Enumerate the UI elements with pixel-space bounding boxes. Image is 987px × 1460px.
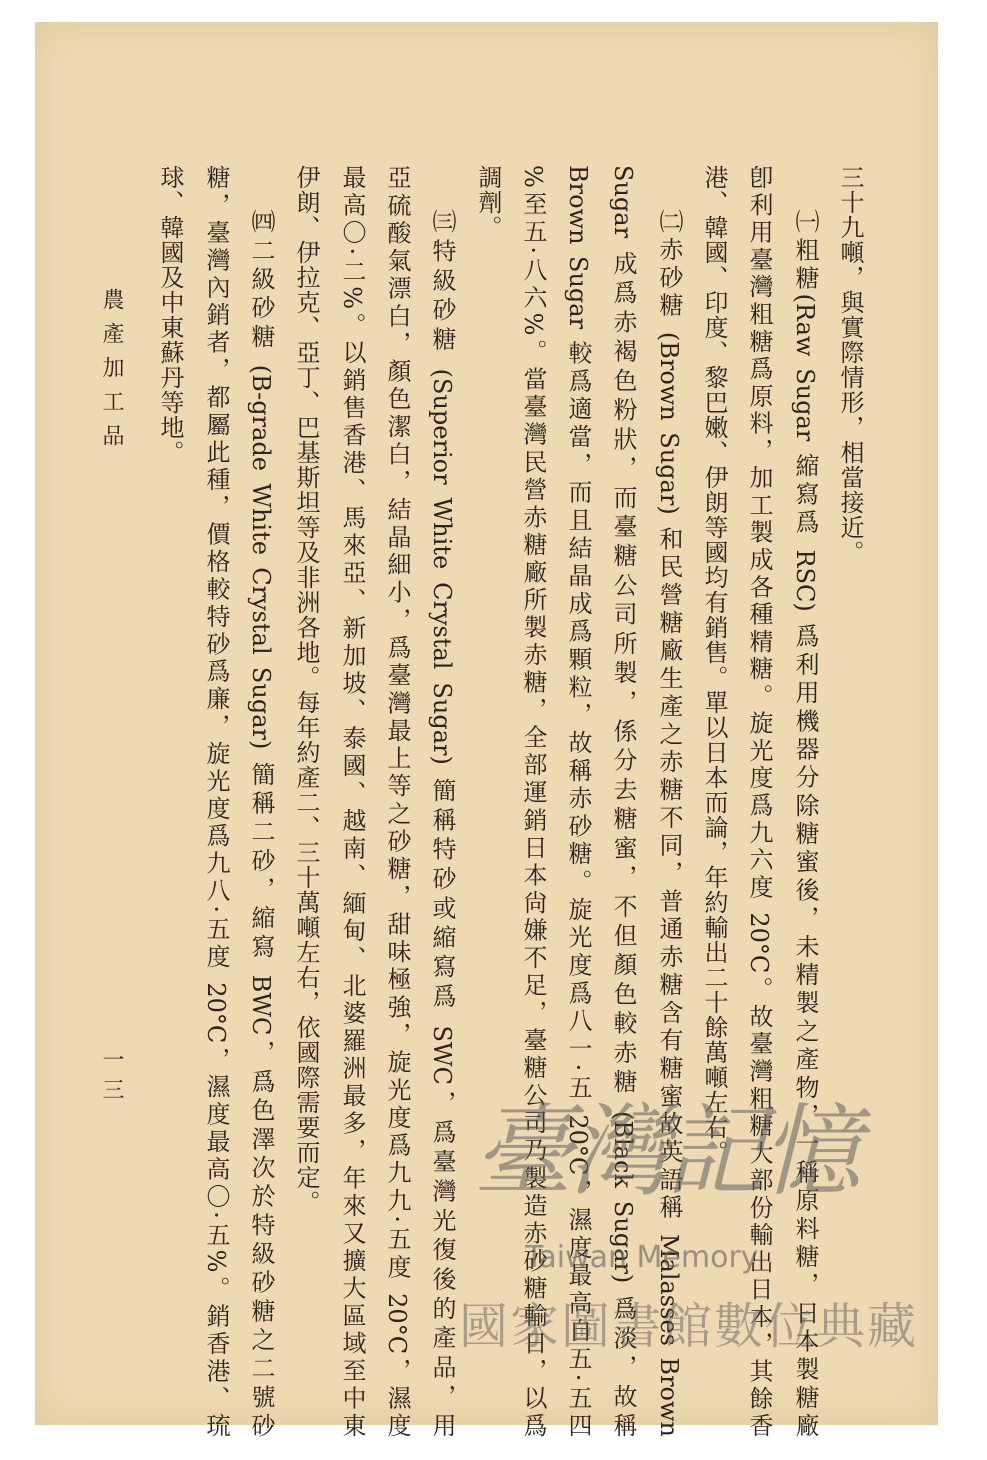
text-column: 最高〇·二%。以銷售香港、馬來亞、新加坡、泰國、越南、緬甸、北婆羅洲最多，年來又擴大區域至中東 <box>338 165 366 1437</box>
text-column: 三十九噸，與實際情形，相當接近。 <box>836 165 864 565</box>
text-column: ㈣二級砂糖 (B-grade White Crystal Sugar) 簡稱二砂，縮寫 BWC，爲色澤次於特級砂糖之二號砂 <box>247 209 275 1437</box>
watermark-institution-text: 國家圖書館數位典藏 <box>459 1298 919 1355</box>
running-header: 農產加工品 <box>99 288 124 458</box>
text-column: 球、韓國及中東蘇丹等地。 <box>156 165 184 465</box>
text-column: Brown Sugar 較爲適當，而且結晶成爲顆粒，故稱赤砂糖。旋光度爲八一·五 20°C，濕度最高自五·五四 <box>564 165 592 1437</box>
text-column: Sugar 成爲赤褐色粉狀，而臺糖公司所製，係分去糖蜜，不但顏色較赤糖 (Black Sugar) 爲淡，故稱 <box>609 165 637 1437</box>
text-column: %至五·八六%。當臺灣民營赤糖廠所製赤糖，全部運銷日本尙嫌不足，臺糖公司乃製造赤砂糖輸日，以爲 <box>519 165 547 1437</box>
text-column: 調劑。 <box>474 165 502 240</box>
text-column: ㈡赤砂糖 (Brown Sugar) 和民營糖廠生產之赤糖不同，普通赤糖含有糖蜜故英語稱 Malasses Brown <box>655 209 683 1437</box>
watermark-logo-text: 臺灣記憶 <box>473 1093 857 1210</box>
watermark-english-text: Taiwan Memory <box>525 1240 759 1275</box>
text-column: 糖，臺灣內銷者，都屬此種，價格較特砂爲廉，旋光度爲九八·五度 20°C，濕度最高〇·五%。銷香港、琉 <box>202 165 230 1437</box>
page-number: 一三 <box>99 1048 124 1108</box>
text-column: ㈢特級砂糖 (Superior White Crystal Sugar) 簡稱特砂或縮寫爲 SWC，爲臺灣光復後的產品，用 <box>428 209 456 1437</box>
text-column: 亞硫酸氣漂白，顏色潔白，結晶細小，爲臺灣最上等之砂糖，甜味極強，旋光度爲九九·五度 20°C，濕度 <box>383 165 411 1437</box>
text-column: 港、韓國、印度、黎巴嫩、伊朗等國均有銷售。單以日本而論，年約輸出二十餘萬噸左右。 <box>700 165 728 1165</box>
text-column: ㈠粗糖(Raw Sugar 縮寫爲 RSC) 爲利用機器分除糖蜜後，未精製之產物，一稱原料糖，日本製糖廠 <box>791 209 819 1437</box>
text-column: 伊朗、伊拉克、亞丁、巴基斯坦等及非洲各地。每年約產二、三十萬噸左右，依國際需要而定。 <box>292 165 320 1215</box>
text-column: 卽利用臺灣粗糖爲原料，加工製成各種精糖。旋光度爲九六度 20°C。故臺灣粗糖大部份輸出日本，其餘香 <box>745 165 773 1437</box>
